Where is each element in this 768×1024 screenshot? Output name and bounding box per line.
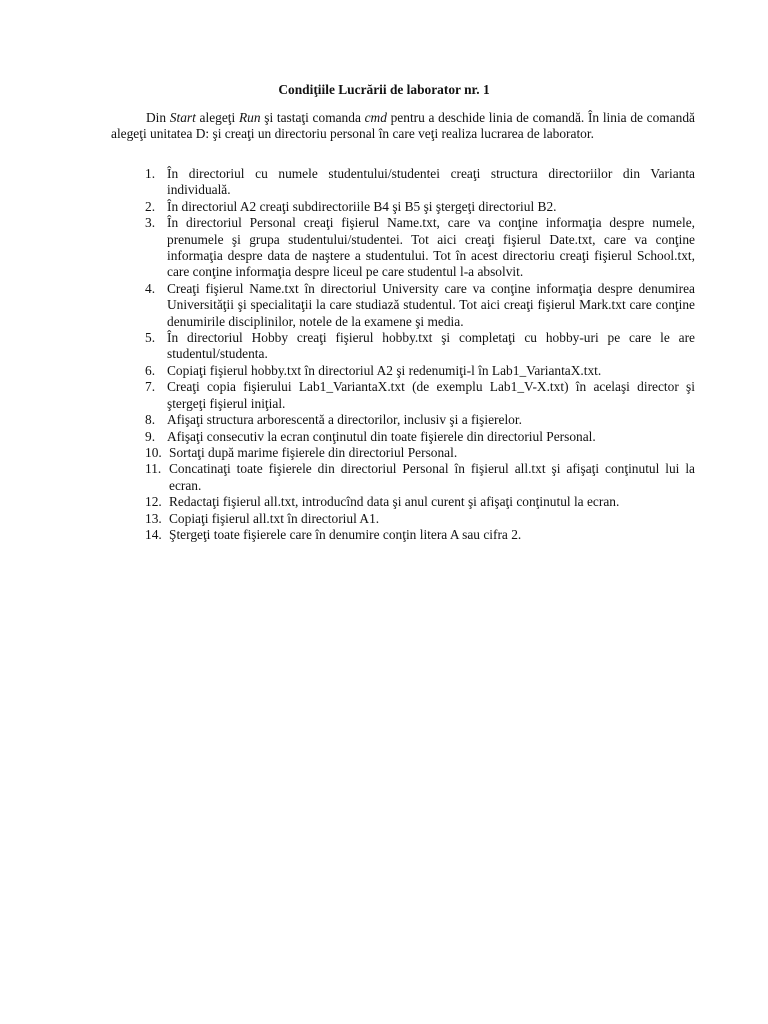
list-item-text: Creaţi copia fişierului Lab1_VariantaX.txt (de exemplu Lab1_V-X.txt) în acelaşi director şi ştergeţi fişierul iniţial. <box>167 379 695 411</box>
list-item <box>145 445 695 461</box>
document-title: Condiţiile Lucrării de laborator nr. 1 <box>278 82 490 97</box>
list-item-text: Afişaţi consecutiv la ecran conţinutul din toate fişierele din directoriul Personal. <box>167 428 596 444</box>
list-item-text: Copiaţi fişierul hobby.txt în directoriul A2 şi redenumiţi-l în Lab1_VariantaX.txt. <box>167 362 602 378</box>
list-item-number: 5. <box>145 330 156 346</box>
list-item-number: 4. <box>145 280 156 296</box>
list-item <box>145 330 695 363</box>
list-item-number: 12. <box>145 494 162 510</box>
task-list <box>145 166 695 543</box>
list-item-number: 1. <box>145 166 156 181</box>
intro-run-term: Run <box>238 110 261 125</box>
list-item-number: 14. <box>145 526 162 542</box>
list-item <box>145 494 695 510</box>
list-item <box>145 379 695 412</box>
list-item <box>145 412 695 428</box>
list-item-number: 8. <box>145 412 156 428</box>
list-item-text: Creaţi fişierul Name.txt în directoriul University care va conţine informaţia despre denumirea Universităţii şi specialitaţii la care studiază studentul. Tot aici creaţi fişierul Mark.txt care conţine denumirile disciplinilor, notele de la examene şi media. <box>167 280 695 329</box>
list-item <box>145 511 695 527</box>
list-item <box>145 215 695 281</box>
intro-text-2: alegeţi <box>195 110 239 125</box>
list-item-number: 9. <box>145 428 156 444</box>
list-item-number: 3. <box>145 215 156 231</box>
intro-text-4: pentru a deschide linia de comandă. În linia de comandă alegeţi unitatea D: şi creaţi un directoriu personal în care veţi realiza lucrarea de laborator. <box>111 110 695 142</box>
list-item <box>145 527 695 543</box>
intro-paragraph <box>111 110 695 143</box>
list-item <box>145 429 695 445</box>
list-item <box>145 199 695 215</box>
list-item-text: Sortaţi după marime fişierele din directoriul Personal. <box>169 444 458 460</box>
list-item-number: 10. <box>145 444 162 460</box>
list-item-text: Afişaţi structura arborescentă a directorilor, inclusiv şi a fişierelor. <box>167 412 522 428</box>
list-item-text: Concatinaţi toate fişierele din directoriul Personal în fişierul all.txt şi afişaţi conţinutul lui la ecran. <box>169 461 695 493</box>
list-item <box>145 281 695 330</box>
list-item-number: 6. <box>145 362 156 378</box>
list-item-text: În directoriul cu numele studentului/studentei creaţi structura directoriilor din Varianta individuală. <box>167 166 695 198</box>
intro-cmd-term: cmd <box>364 110 387 125</box>
list-item <box>145 166 695 199</box>
list-item-number: 7. <box>145 379 156 395</box>
intro-text-3: şi tastaţi comanda <box>260 110 365 125</box>
list-item <box>145 461 695 494</box>
list-item-text: În directoriul Hobby creaţi fişierul hobby.txt şi completaţi cu hobby-uri pe care le are studentul/studenta. <box>167 330 695 362</box>
list-item-text: În directoriul A2 creaţi subdirectoriile B4 şi B5 şi ştergeţi directoriul B2. <box>167 198 557 214</box>
list-item-text: Copiaţi fişierul all.txt în directoriul A1. <box>169 510 380 526</box>
list-item-number: 13. <box>145 510 162 526</box>
list-item-text: Redactaţi fişierul all.txt, introducînd data şi anul curent şi afişaţi conţinutul la ecran. <box>169 494 620 510</box>
list-item-number: 2. <box>145 198 156 214</box>
intro-text-1: Din <box>146 110 170 125</box>
list-item <box>145 363 695 379</box>
intro-start-term: Start <box>169 110 196 125</box>
list-item-number: 11. <box>145 461 162 477</box>
list-item-text: În directoriul Personal creaţi fişierul Name.txt, care va conţine informaţia despre numele, prenumele şi grupa studentului/studentei. Tot aici creaţi fişierul Date.txt, care va conţine informaţia despre data de naştere a studentului. Tot în acest directoriu creaţi fişierul School.txt, care conţine informaţia despre liceul pe care studentul l-a absolvit. <box>167 215 695 280</box>
list-item-text: Ştergeţi toate fişierele care în denumire conţin litera A sau cifra 2. <box>169 526 522 542</box>
